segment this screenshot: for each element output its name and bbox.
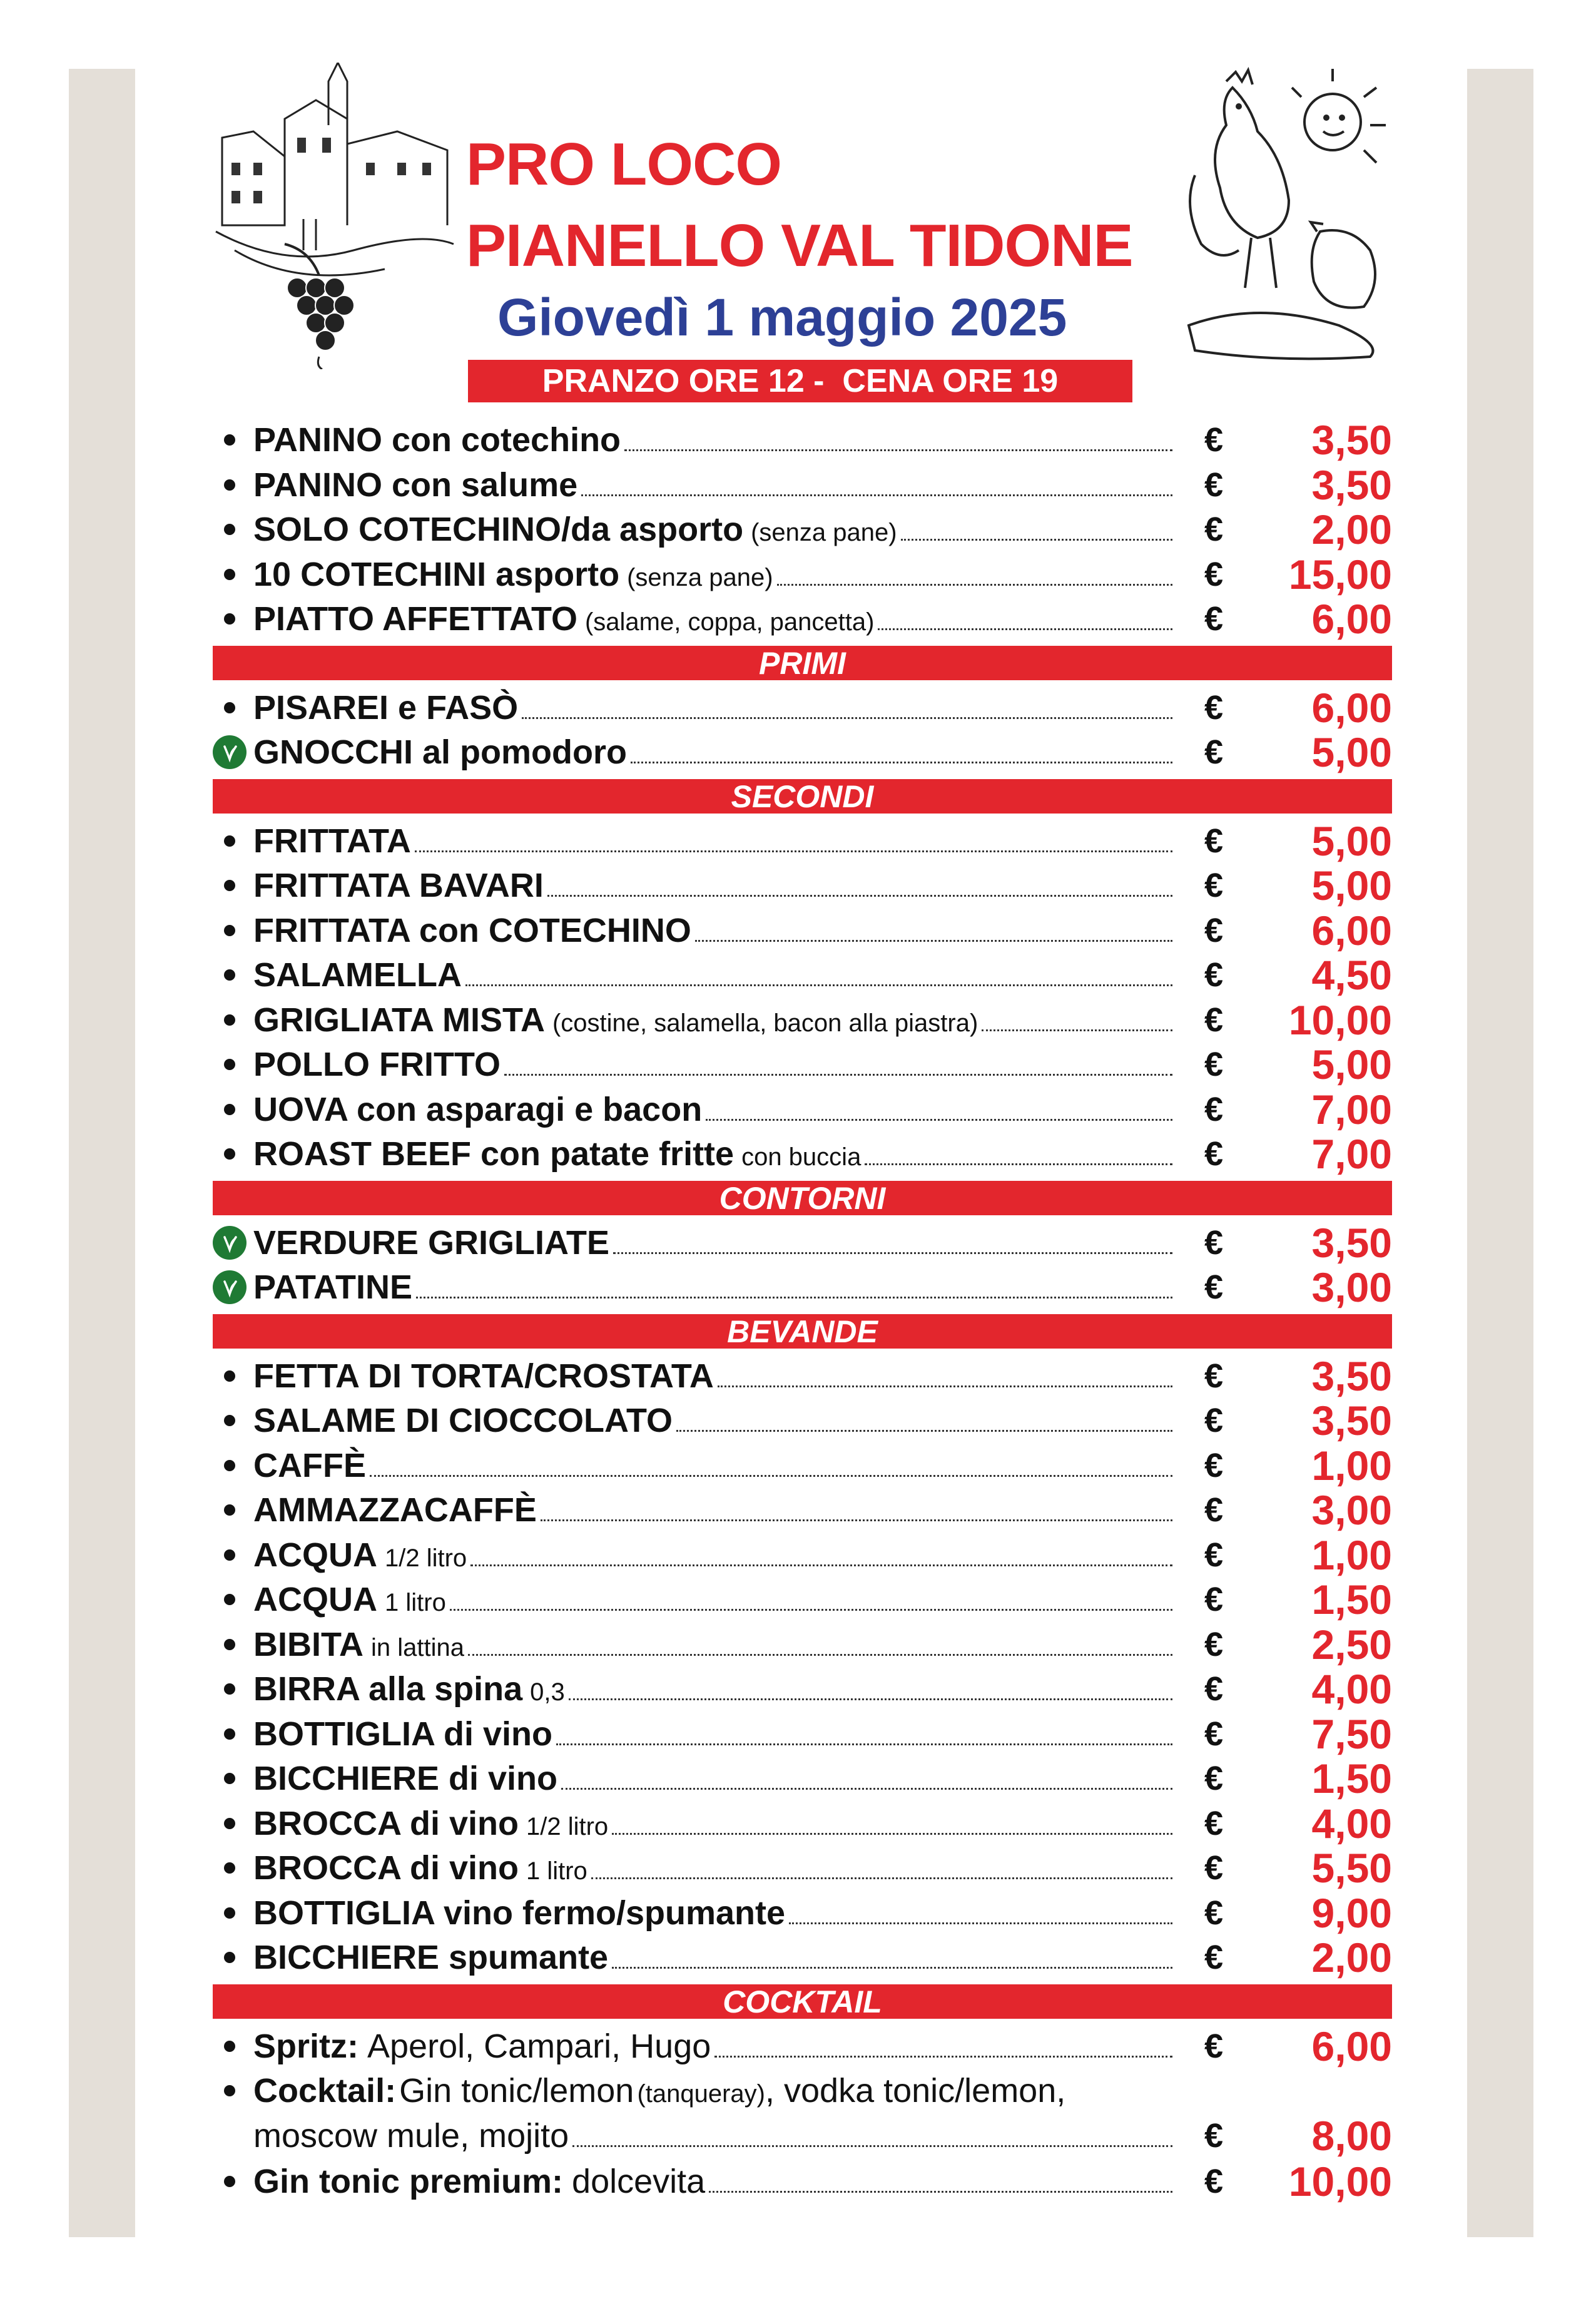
currency-symbol: €	[1204, 2117, 1224, 2155]
item-price: 9,00	[1311, 1889, 1392, 1936]
item-note: (salame, coppa, pancetta)	[584, 608, 875, 636]
dot-leader	[676, 1430, 1172, 1432]
menu-item	[213, 2160, 1392, 2205]
menu-item	[213, 1488, 1392, 1533]
currency-symbol: €	[1204, 1804, 1224, 1842]
dot-leader	[522, 717, 1172, 719]
bullet-icon	[224, 1148, 235, 1160]
currency-symbol: €	[1204, 1625, 1224, 1663]
item-name: CAFFÈ	[253, 1446, 366, 1484]
section-header-secondi: SECONDI	[213, 779, 1392, 814]
item-note: con buccia	[741, 1143, 862, 1171]
dot-leader	[706, 1119, 1172, 1121]
vegetarian-leaf-icon	[213, 1270, 247, 1304]
vegetarian-leaf-icon	[213, 1226, 247, 1260]
menu-item	[213, 1221, 1392, 1266]
menu-item	[213, 1354, 1392, 1399]
bullet-icon	[224, 1504, 235, 1516]
currency-symbol: €	[1204, 600, 1224, 638]
item-name: BIRRA alla spina	[253, 1670, 523, 1708]
rooster-sun-illustration	[1182, 63, 1389, 363]
dot-leader	[541, 1519, 1172, 1521]
currency-symbol: €	[1204, 421, 1224, 459]
dot-leader	[415, 850, 1172, 852]
currency-symbol: €	[1204, 511, 1224, 548]
item-price: 3,50	[1311, 417, 1392, 463]
dot-leader	[504, 1074, 1172, 1076]
dot-leader	[556, 1743, 1172, 1745]
item-name: BOTTIGLIA di vino	[253, 1715, 552, 1753]
right-side-band	[1467, 69, 1533, 2237]
menu-item	[213, 2024, 1392, 2069]
item-name: VERDURE GRIGLIATE	[253, 1223, 610, 1262]
currency-symbol: €	[1204, 1268, 1224, 1306]
item-price: 3,50	[1311, 1352, 1392, 1399]
item-price: 6,00	[1311, 684, 1392, 731]
bullet-icon	[224, 2085, 235, 2096]
bullet-icon	[224, 1104, 235, 1115]
item-name: BOTTIGLIA vino fermo/spumante	[253, 1894, 786, 1932]
item-note: in lattina	[370, 1633, 464, 1661]
item-price: 10,00	[1288, 2158, 1392, 2205]
item-price: 7,50	[1311, 1710, 1392, 1757]
item-description: Aperol, Campari, Hugo	[367, 2027, 711, 2065]
item-name: UOVA con asparagi e bacon	[253, 1090, 703, 1128]
item-price: 4,00	[1311, 1666, 1392, 1712]
menu-item	[213, 597, 1392, 642]
dot-leader	[591, 1877, 1172, 1879]
menu-item	[213, 864, 1392, 909]
currency-symbol: €	[1204, 1090, 1224, 1128]
dot-leader	[718, 1385, 1172, 1387]
item-price: 8,00	[1311, 2113, 1392, 2159]
meal-hours-banner: PRANZO ORE 12 - CENA ORE 19	[468, 360, 1132, 402]
item-name: SALAMELLA	[253, 956, 462, 994]
dot-leader	[612, 1833, 1172, 1835]
left-side-band	[69, 69, 135, 2237]
item-name: GRIGLIATA MISTA	[253, 1001, 545, 1039]
bullet-icon	[224, 524, 235, 535]
item-price: 4,00	[1311, 1800, 1392, 1847]
item-label: Cocktail:	[253, 2072, 397, 2110]
bullet-icon	[224, 1460, 235, 1471]
currency-symbol: €	[1204, 1446, 1224, 1484]
title-line-1: PRO LOCO	[466, 131, 782, 198]
item-price: 5,50	[1311, 1845, 1392, 1891]
bullet-icon	[224, 969, 235, 981]
item-price: 1,00	[1311, 1531, 1392, 1578]
currency-symbol: €	[1204, 1135, 1224, 1173]
dot-leader	[450, 1609, 1172, 1611]
item-name: ACQUA	[253, 1581, 377, 1618]
bullet-icon	[224, 1639, 235, 1650]
bullet-icon	[224, 1728, 235, 1740]
menu-item	[213, 1667, 1392, 1712]
bullet-icon	[224, 1818, 235, 1829]
item-name: PATATINE	[253, 1268, 412, 1306]
dot-leader	[370, 1475, 1172, 1477]
currency-symbol: €	[1204, 1849, 1224, 1887]
menu-item	[213, 1265, 1392, 1310]
section-header-bevande: BEVANDE	[213, 1314, 1392, 1349]
item-note: 1 litro	[526, 1857, 587, 1885]
bullet-icon	[224, 1907, 235, 1919]
dot-leader	[865, 1163, 1172, 1165]
currency-symbol: €	[1204, 956, 1224, 994]
dot-leader	[547, 895, 1172, 897]
menu-item	[213, 1757, 1392, 1802]
item-price: 2,50	[1311, 1621, 1392, 1668]
bullet-icon	[224, 1415, 235, 1426]
section-header-cocktail: COCKTAIL	[213, 1984, 1392, 2019]
item-price: 15,00	[1288, 551, 1392, 598]
item-price: 5,00	[1311, 729, 1392, 775]
menu-item	[213, 1088, 1392, 1133]
item-price: 5,00	[1311, 1041, 1392, 1088]
currency-symbol: €	[1204, 822, 1224, 860]
menu-item	[213, 1444, 1392, 1489]
item-name: PANINO con cotechino	[253, 421, 621, 459]
bullet-icon	[224, 1370, 235, 1382]
bullet-icon	[224, 1059, 235, 1070]
item-name: GNOCCHI al pomodoro	[253, 733, 627, 771]
menu-item	[213, 1891, 1392, 1936]
bullet-icon	[224, 925, 235, 936]
dot-leader	[581, 494, 1172, 496]
item-note: (costine, salamella, bacon alla piastra)	[552, 1009, 978, 1037]
currency-symbol: €	[1204, 1894, 1224, 1932]
item-price: 4,50	[1311, 952, 1392, 998]
item-price: 3,50	[1311, 1397, 1392, 1444]
dot-leader	[561, 1788, 1172, 1790]
currency-symbol: €	[1204, 1670, 1224, 1708]
item-name: PISAREI e FASÒ	[253, 688, 519, 727]
dot-leader	[631, 762, 1172, 763]
item-note: 1/2 litro	[526, 1812, 609, 1840]
menu-list	[213, 418, 1392, 2205]
dot-leader	[470, 1564, 1172, 1566]
dot-leader	[777, 584, 1172, 586]
bullet-icon	[224, 1549, 235, 1561]
bullet-icon	[224, 1594, 235, 1605]
item-price: 5,00	[1311, 862, 1392, 909]
item-price: 5,00	[1311, 817, 1392, 864]
vegetarian-leaf-icon	[213, 735, 247, 769]
item-name: SALAME DI CIOCCOLATO	[253, 1402, 673, 1439]
item-name: POLLO FRITTO	[253, 1046, 501, 1083]
item-price: 1,50	[1311, 1576, 1392, 1623]
item-note: (senza pane)	[627, 563, 773, 591]
item-price: 7,00	[1311, 1131, 1392, 1177]
item-price: 3,00	[1311, 1487, 1392, 1533]
item-description: Gin tonic/lemon	[399, 2072, 634, 2110]
item-price: 2,00	[1311, 1934, 1392, 1981]
currency-symbol: €	[1204, 1939, 1224, 1976]
section-header-contorni: CONTORNI	[213, 1181, 1392, 1215]
dot-leader	[789, 1922, 1172, 1924]
menu-item	[213, 2069, 1392, 2160]
currency-symbol: €	[1204, 1491, 1224, 1529]
currency-symbol: €	[1204, 867, 1224, 904]
menu-item	[213, 1043, 1392, 1088]
item-description: dolcevita	[572, 2163, 706, 2200]
bullet-icon	[224, 2041, 235, 2052]
currency-symbol: €	[1204, 911, 1224, 949]
bullet-icon	[224, 1683, 235, 1695]
item-description-line2: moscow mule, mojito	[253, 2117, 569, 2155]
section-header-primi: PRIMI	[213, 646, 1392, 680]
bullet-icon	[224, 880, 235, 891]
item-price: 7,00	[1311, 1086, 1392, 1133]
menu-item	[213, 819, 1392, 864]
item-label: Gin tonic premium:	[253, 2163, 564, 2200]
item-price: 3,50	[1311, 461, 1392, 508]
item-price: 6,00	[1311, 907, 1392, 954]
village-sketch-illustration	[210, 63, 457, 369]
bullet-icon	[224, 702, 235, 713]
currency-symbol: €	[1204, 2163, 1224, 2200]
menu-item	[213, 1578, 1392, 1623]
item-name: FRITTATA	[253, 822, 411, 860]
currency-symbol: €	[1204, 1357, 1224, 1395]
item-name: ACQUA	[253, 1536, 377, 1574]
menu-item	[213, 909, 1392, 954]
menu-item	[213, 1399, 1392, 1444]
item-note: 1 litro	[385, 1589, 446, 1616]
menu-item	[213, 1846, 1392, 1891]
currency-symbol: €	[1204, 1536, 1224, 1574]
dot-leader	[613, 1252, 1172, 1254]
item-name: BROCCA di vino	[253, 1849, 519, 1887]
item-note: (senza pane)	[751, 519, 897, 546]
menu-item	[213, 1712, 1392, 1757]
bullet-icon	[224, 613, 235, 625]
bullet-icon	[224, 1952, 235, 1963]
item-price: 2,00	[1311, 506, 1392, 553]
item-name: PANINO con salume	[253, 466, 578, 504]
event-date: Giovedì 1 maggio 2025	[497, 288, 1067, 347]
bullet-icon	[224, 1773, 235, 1784]
item-price: 6,00	[1311, 2023, 1392, 2069]
menu-item	[213, 1936, 1392, 1981]
dot-leader	[714, 2056, 1172, 2058]
item-name: FRITTATA con COTECHINO	[253, 911, 691, 949]
item-name: AMMAZZACAFFÈ	[253, 1491, 537, 1529]
item-name: BICCHIERE spumante	[253, 1939, 609, 1976]
currency-symbol: €	[1204, 1223, 1224, 1262]
dot-leader	[416, 1297, 1172, 1298]
menu-item	[213, 1802, 1392, 1847]
bullet-icon	[224, 835, 235, 847]
dot-leader	[465, 984, 1172, 986]
item-price: 3,00	[1311, 1264, 1392, 1310]
item-price: 6,00	[1311, 596, 1392, 642]
currency-symbol: €	[1204, 733, 1224, 771]
menu-item	[213, 730, 1392, 775]
currency-symbol: €	[1204, 1581, 1224, 1618]
dot-leader	[709, 2191, 1172, 2193]
item-name: BIBITA	[253, 1625, 363, 1663]
menu-item	[213, 953, 1392, 998]
currency-symbol: €	[1204, 466, 1224, 504]
menu-item	[213, 1132, 1392, 1177]
currency-symbol: €	[1204, 688, 1224, 727]
menu-item	[213, 553, 1392, 598]
item-name: PIATTO AFFETTATO	[253, 600, 577, 638]
item-price: 1,50	[1311, 1755, 1392, 1802]
menu-item	[213, 418, 1392, 463]
item-label: Spritz:	[253, 2027, 358, 2065]
dot-leader	[982, 1029, 1172, 1031]
menu-item	[213, 1623, 1392, 1668]
dot-leader	[695, 940, 1172, 942]
bullet-icon	[224, 1014, 235, 1026]
item-note: 0,3	[530, 1678, 565, 1706]
item-name: BROCCA di vino	[253, 1804, 519, 1842]
dot-leader	[612, 1967, 1172, 1969]
menu-item	[213, 463, 1392, 508]
menu-item	[213, 1533, 1392, 1578]
dot-leader	[624, 449, 1172, 451]
bullet-icon	[224, 434, 235, 446]
currency-symbol: €	[1204, 1715, 1224, 1753]
item-name: 10 COTECHINI asporto	[253, 555, 620, 593]
dot-leader	[878, 628, 1172, 630]
item-note: 1/2 litro	[385, 1544, 467, 1572]
item-description-cont: , vodka tonic/lemon,	[765, 2072, 1066, 2110]
item-note: (tanqueray)	[637, 2080, 765, 2108]
currency-symbol: €	[1204, 2027, 1224, 2065]
dot-leader	[569, 1698, 1172, 1700]
currency-symbol: €	[1204, 1001, 1224, 1039]
bullet-icon	[224, 479, 235, 491]
bullet-icon	[224, 1862, 235, 1874]
item-name: FETTA DI TORTA/CROSTATA	[253, 1357, 714, 1395]
dot-leader	[572, 2145, 1172, 2147]
item-name: ROAST BEEF con patate fritte	[253, 1135, 734, 1173]
dot-leader	[468, 1654, 1172, 1656]
bullet-icon	[224, 569, 235, 580]
menu-item	[213, 508, 1392, 553]
currency-symbol: €	[1204, 1760, 1224, 1797]
currency-symbol: €	[1204, 1046, 1224, 1083]
item-price: 1,00	[1311, 1442, 1392, 1489]
item-price: 10,00	[1288, 996, 1392, 1043]
menu-item	[213, 998, 1392, 1043]
item-name: SOLO COTECHINO/da asporto	[253, 511, 744, 548]
title-line-2: PIANELLO VAL TIDONE	[466, 212, 1133, 279]
item-name: BICCHIERE di vino	[253, 1760, 558, 1797]
currency-symbol: €	[1204, 1402, 1224, 1439]
menu-item	[213, 686, 1392, 731]
bullet-icon	[224, 2176, 235, 2187]
dot-leader	[901, 539, 1172, 541]
item-name: FRITTATA BAVARI	[253, 867, 544, 904]
currency-symbol: €	[1204, 555, 1224, 593]
item-price: 3,50	[1311, 1219, 1392, 1266]
